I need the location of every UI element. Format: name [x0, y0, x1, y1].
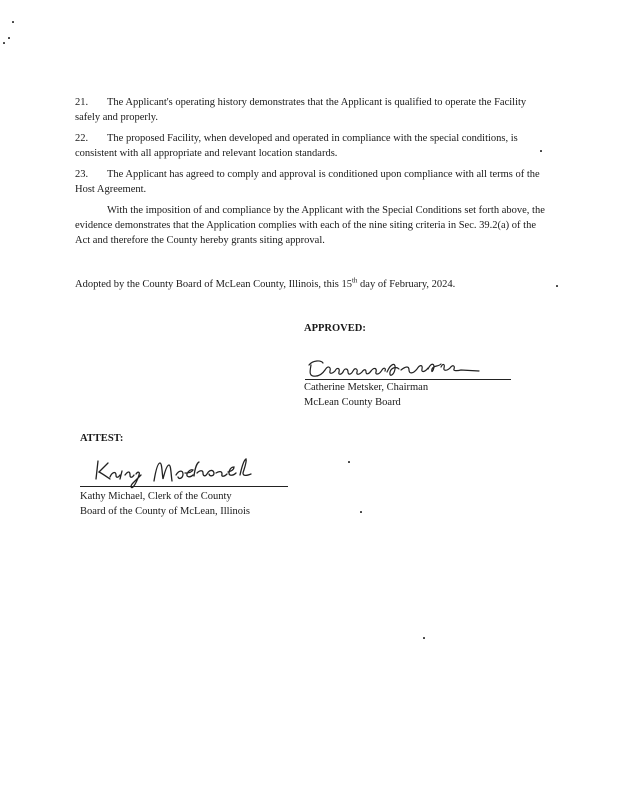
clerk-signature: [92, 455, 262, 489]
paragraph-number: 21.: [75, 97, 89, 108]
paragraph-text: The Applicant's operating history demonstrates that the Applicant is qualified to operate the Facility safely and properly.: [75, 97, 527, 123]
approved-heading: APPROVED:: [304, 323, 366, 334]
adoption-text: Adopted by the County Board of McLean County, Illinois, this 15: [75, 279, 352, 290]
clerk-name: Kathy Michael, Clerk of the County: [80, 491, 232, 502]
clerk-signature-line: [80, 486, 288, 487]
scan-speck: [348, 461, 350, 463]
chairman-organization: McLean County Board: [304, 397, 401, 408]
scan-speck: [8, 37, 10, 39]
paragraph-23: [75, 167, 545, 197]
paragraph-22: [75, 131, 545, 161]
conclusion-paragraph: [75, 203, 545, 248]
attest-heading: ATTEST:: [80, 433, 124, 444]
clerk-organization: Board of the County of McLean, Illinois: [80, 506, 251, 517]
adoption-text-end: day of February, 2024.: [357, 279, 456, 290]
scan-speck: [3, 42, 5, 44]
scan-speck: [423, 637, 425, 639]
paragraph-text: The proposed Facility, when developed and operated in compliance with the special conditions, is consistent with all appropriate and relevant location standards.: [75, 133, 518, 159]
scan-speck: [12, 21, 14, 23]
chairman-name: Catherine Metsker, Chairman: [304, 382, 429, 393]
scan-speck: [360, 511, 362, 513]
conclusion-text: With the imposition of and compliance by the Applicant with the Special Conditions set forth above, the evidence demonstrates that the Application complies with each of the nine siting criteria in Sec. 39.2(a) of the Act and therefore the County hereby grants siting approval.: [75, 205, 545, 246]
paragraph-21: [75, 95, 545, 125]
scan-speck: [556, 285, 558, 287]
paragraph-number: 23.: [75, 169, 89, 180]
adoption-superscript: th: [351, 276, 358, 285]
paragraph-text: The Applicant has agreed to comply and approval is conditioned upon compliance with all terms of the Host Agreement.: [75, 169, 540, 195]
adoption-statement: [75, 277, 545, 292]
paragraph-number: 22.: [75, 133, 89, 144]
